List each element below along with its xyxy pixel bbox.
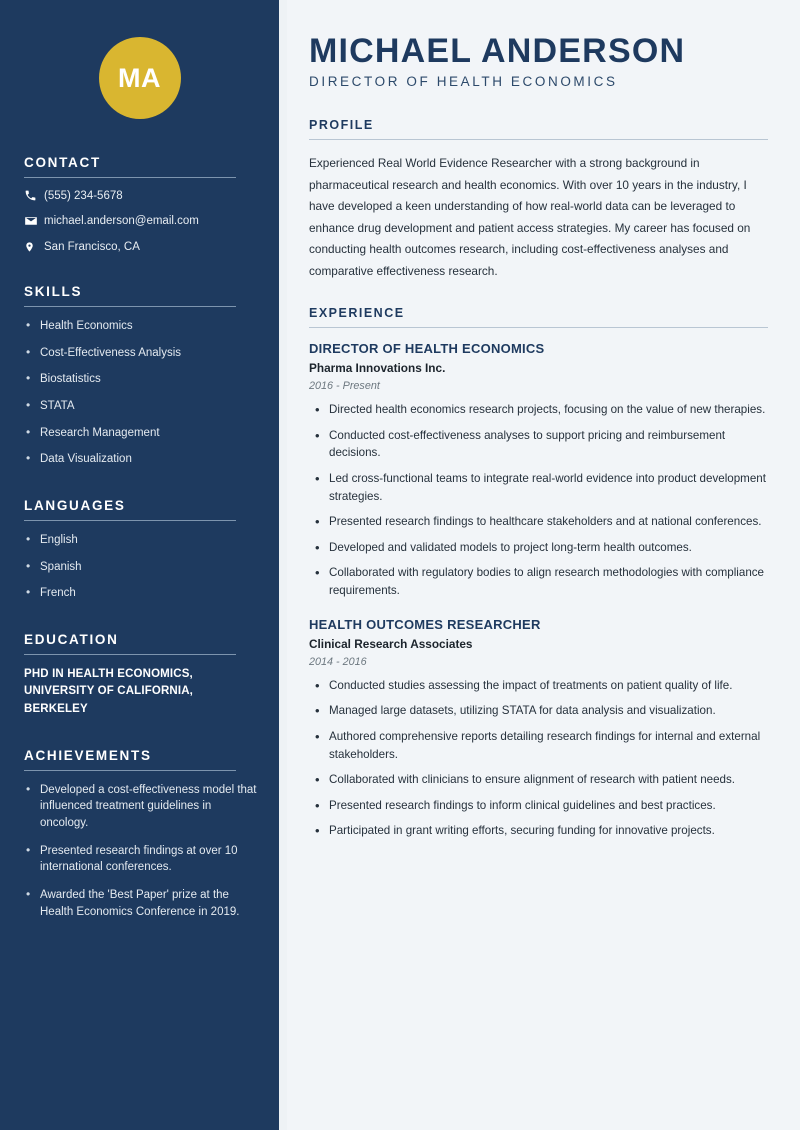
list-item: • French (24, 585, 258, 602)
contact-location-value: San Francisco, CA (44, 241, 140, 253)
job-title: DIRECTOR OF HEALTH ECONOMICS (309, 341, 545, 357)
profile-section-title: PROFILE (309, 118, 374, 133)
contact-section-title: CONTACT (24, 155, 101, 170)
experience-entry (309, 341, 768, 599)
list-item: • Presented research findings to inform clinical guidelines and best practices. (309, 797, 768, 815)
profile-divider (309, 139, 768, 140)
job-bullet-list (309, 677, 768, 840)
experience-divider (309, 327, 768, 328)
contact-divider (24, 177, 236, 178)
education-section (21, 632, 258, 718)
sidebar (0, 0, 279, 1130)
skills-section (21, 284, 258, 468)
skills-list (21, 318, 258, 468)
list-item: • Presented research findings at over 10 international conferences. (24, 843, 258, 876)
job-title: HEALTH OUTCOMES RESEARCHER (309, 616, 541, 632)
main-content (287, 0, 800, 1130)
education-divider (24, 654, 236, 655)
sidebar-main-gap (279, 0, 287, 1130)
list-item: • Conducted studies assessing the impact of treatments on patient quality of life. (309, 677, 768, 695)
skills-section-title: SKILLS (24, 284, 83, 299)
list-item: • Led cross-functional teams to integrate real-world evidence into product development strategies. (309, 470, 768, 505)
contact-email-value: michael.anderson@email.com (44, 215, 199, 227)
profile-text: Experienced Real World Evidence Researcher with a strong background in pharmaceutical research and health economics. With over 10 years in the industry, I have developed a keen understanding of how real-world data can be leveraged to enhance drug development and patient access strategies. My career has focused on conducting health outcomes research, including cost-effectiveness analyses and comparative effectiveness research. (309, 156, 751, 278)
list-item: • Developed a cost-effectiveness model that influenced treatment guidelines in oncology. (24, 782, 258, 832)
job-dates: 2016 - Present (309, 380, 380, 393)
education-degree: PHD IN HEALTH ECONOMICS, UNIVERSITY OF CALIFORNIA, BERKELEY (24, 668, 194, 715)
languages-section (21, 498, 258, 602)
list-item: • Developed and validated models to project long-term health outcomes. (309, 539, 768, 557)
achievements-section (21, 748, 258, 921)
list-item: • Health Economics (24, 318, 258, 335)
list-item: • Biostatistics (24, 371, 258, 388)
job-bullet-list (309, 401, 768, 599)
page-title: MICHAEL ANDERSON (309, 32, 686, 70)
languages-list (21, 532, 258, 602)
list-item: • Data Visualization (24, 451, 258, 468)
job-role-subtitle: DIRECTOR OF HEALTH ECONOMICS (309, 74, 618, 90)
phone-icon (24, 189, 44, 202)
list-item: • Directed health economics research projects, focusing on the value of new therapies. (309, 401, 768, 419)
list-item: • English (24, 532, 258, 549)
achievements-divider (24, 770, 236, 771)
list-item: • Presented research findings to healthcare stakeholders and at national conferences. (309, 513, 768, 531)
job-company: Pharma Innovations Inc. (309, 361, 446, 376)
list-item: • Conducted cost-effectiveness analyses to support pricing and reimbursement decisions. (309, 427, 768, 462)
job-company: Clinical Research Associates (309, 636, 473, 651)
job-dates: 2014 - 2016 (309, 655, 367, 668)
avatar-container (21, 0, 258, 119)
list-item: • Awarded the 'Best Paper' prize at the Health Economics Conference in 2019. (24, 887, 258, 920)
list-item: • Participated in grant writing efforts, securing funding for innovative projects. (309, 822, 768, 840)
experience-section (309, 306, 768, 840)
contact-item-location[interactable] (24, 240, 258, 254)
profile-section (309, 118, 768, 282)
achievements-section-title: ACHIEVEMENTS (24, 747, 152, 763)
location-pin-icon (24, 240, 44, 254)
languages-divider (24, 520, 236, 521)
email-icon (24, 214, 44, 228)
list-item: • Spanish (24, 559, 258, 576)
list-item: • Authored comprehensive reports detailing research findings for internal and external stakeholders. (309, 728, 768, 763)
list-item: • Collaborated with clinicians to ensure alignment of research with patient needs. (309, 771, 768, 789)
list-item: • Research Management (24, 425, 258, 442)
list-item: • Managed large datasets, utilizing STATA for data analysis and visualization. (309, 702, 768, 720)
contact-item-email[interactable] (24, 214, 258, 228)
list-item: • STATA (24, 398, 258, 415)
avatar: MA (99, 37, 181, 119)
contact-phone-value: (555) 234-5678 (44, 189, 123, 202)
contact-item-phone[interactable] (24, 189, 258, 202)
experience-entry (309, 617, 768, 840)
achievements-list (21, 782, 258, 921)
list-item: • Cost-Effectiveness Analysis (24, 345, 258, 362)
skills-divider (24, 306, 236, 307)
list-item: • Collaborated with regulatory bodies to align research methodologies with compliance requirements. (309, 564, 768, 599)
languages-section-title: LANGUAGES (24, 498, 126, 514)
contact-section (21, 155, 258, 254)
experience-section-title: EXPERIENCE (309, 306, 405, 321)
education-section-title: EDUCATION (24, 632, 119, 648)
